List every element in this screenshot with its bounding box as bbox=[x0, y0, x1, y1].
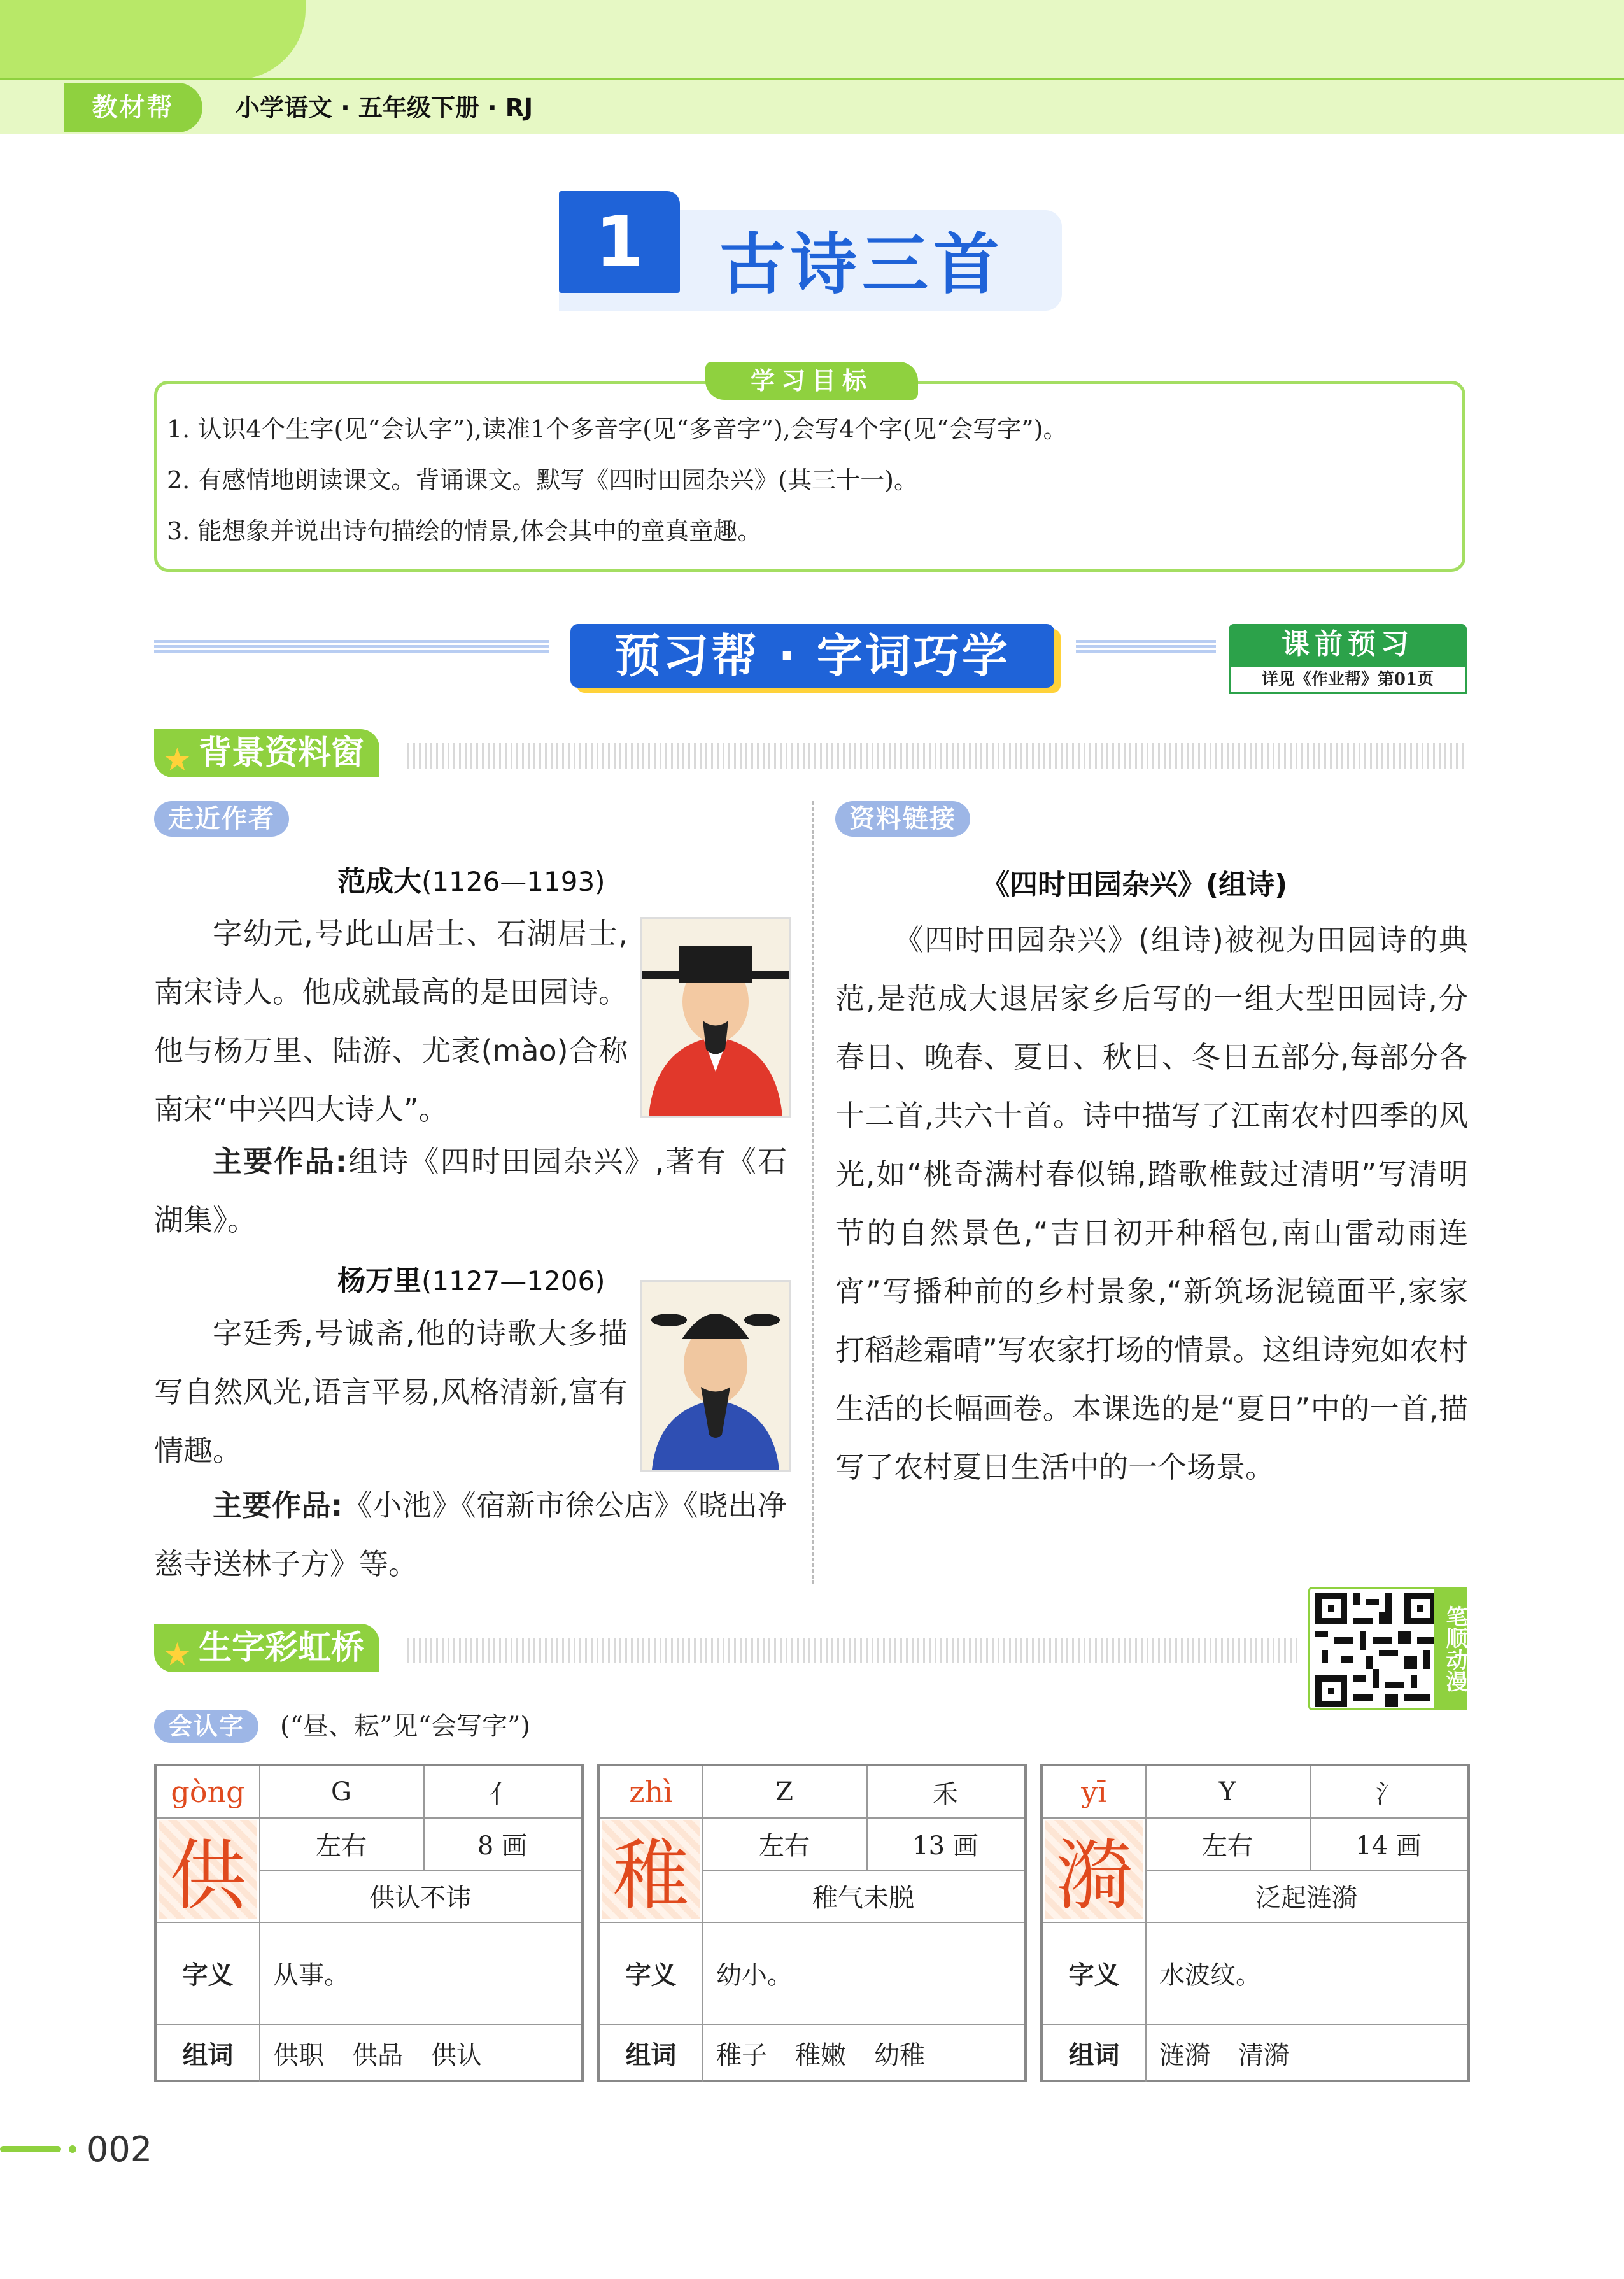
page-footer-dot bbox=[69, 2145, 76, 2153]
char-glyph: 供 bbox=[159, 1820, 257, 1919]
char-pinyin: yī bbox=[1081, 1775, 1107, 1809]
fan-chengda-portrait bbox=[640, 917, 791, 1118]
char-idiom: 泛起涟漪 bbox=[1255, 1883, 1357, 1913]
author-tag: 走近作者 bbox=[154, 801, 289, 837]
works-text: 《小池》《宿新市徐公店》《晓出净慈寺送林子方》等。 bbox=[154, 1488, 787, 1581]
page-footer-bar bbox=[0, 2146, 61, 2152]
words-label: 组词 bbox=[1068, 2040, 1120, 2070]
section-hatch-rule bbox=[407, 743, 1467, 769]
char-meaning: 幼小。 bbox=[716, 1960, 793, 1990]
char-structure: 左右 bbox=[759, 1831, 810, 1861]
char-strokes: 8 画 bbox=[477, 1831, 528, 1861]
author-name-line bbox=[337, 858, 605, 899]
background-section-tag bbox=[154, 729, 379, 777]
word: 幼稚 bbox=[874, 2040, 925, 2070]
char-strokes: 13 画 bbox=[912, 1831, 978, 1861]
word: 涟漪 bbox=[1159, 2040, 1210, 2070]
word: 供品 bbox=[352, 2040, 403, 2070]
link-title: 《四时田园杂兴》(组诗) bbox=[982, 869, 1288, 901]
lesson-number: 1 bbox=[559, 191, 680, 293]
header-tab-shape bbox=[0, 0, 306, 80]
yang-wanli-portrait bbox=[640, 1280, 791, 1472]
author-name: 范成大 bbox=[337, 865, 421, 898]
char-card bbox=[154, 1764, 584, 2082]
characters-section-tag bbox=[154, 1624, 379, 1672]
author-years: (1126—1193) bbox=[421, 866, 605, 897]
banner-stripes-right bbox=[1076, 640, 1216, 655]
works-label: 主要作品: bbox=[213, 1144, 348, 1179]
meaning-label: 字义 bbox=[182, 1959, 234, 1990]
char-structure: 左右 bbox=[316, 1831, 367, 1861]
char-glyph: 漪 bbox=[1045, 1820, 1143, 1919]
link-text: 《四时田园杂兴》(组诗)被视为田园诗的典范,是范成大退居家乡后写的一组大型田园诗,分春日、晚春、夏日、秋日、冬日五部分,每部分各十二首,共六十首。诗中描写了江南农村四季的风光,如“桃奇满村春似锦,踏歌椎鼓过清明”写清明节的自然景色,“吉日初开种稻包,南山雷动雨连宵”写播种前的乡村景象,“新筑场泥镜面平,家家打稻趁霜晴”写农家打场的情景。这组诗宛如农村生活的长幅画卷。本课选的是“夏日”中的一首,描写了农村夏日生活中的一个场景。 bbox=[835, 923, 1468, 1484]
char-radical: 氵 bbox=[1376, 1779, 1401, 1809]
brand-badge: 教材帮 bbox=[64, 83, 202, 132]
author-bio: 字廷秀,号诚斋,他的诗歌大多描写自然风光,语言平易,风格清新,富有情趣。 bbox=[154, 1316, 628, 1468]
qr-code-icon bbox=[1315, 1593, 1436, 1707]
char-pinyin: zhì bbox=[629, 1775, 673, 1809]
char-words bbox=[702, 2024, 1024, 2082]
author-name: 杨万里 bbox=[337, 1265, 421, 1297]
link-tag: 资料链接 bbox=[835, 801, 970, 837]
meaning-label: 字义 bbox=[1068, 1959, 1120, 1990]
preview-note: 详见《作业帮》第01页 bbox=[1229, 665, 1467, 694]
author-years: (1127—1206) bbox=[421, 1265, 605, 1296]
works-label: 主要作品: bbox=[213, 1488, 343, 1523]
preview-badge: 课前预习 bbox=[1229, 624, 1467, 665]
words-label: 组词 bbox=[182, 2040, 234, 2070]
column-divider bbox=[812, 801, 814, 1584]
char-pinyin: gòng bbox=[171, 1775, 245, 1809]
banner-stripes-left bbox=[154, 640, 549, 655]
char-card bbox=[1040, 1764, 1470, 2082]
char-initial: Y bbox=[1218, 1777, 1236, 1807]
char-words bbox=[1145, 2024, 1467, 2082]
word: 供认 bbox=[431, 2040, 482, 2070]
goal-item: 3. 能想象并说出诗句描绘的情景,体会其中的童真童趣。 bbox=[167, 517, 762, 545]
author-works bbox=[154, 1476, 787, 1593]
goal-item: 2. 有感情地朗读课文。背诵课文。默写《四时田园杂兴》(其三十一)。 bbox=[167, 466, 918, 494]
author-works bbox=[154, 1132, 787, 1249]
words-label: 组词 bbox=[625, 2040, 677, 2070]
char-idiom: 稚气未脱 bbox=[812, 1883, 914, 1913]
char-strokes: 14 画 bbox=[1355, 1831, 1422, 1861]
char-words bbox=[259, 2024, 581, 2082]
learning-goals-tag: 学习目标 bbox=[705, 362, 918, 400]
lesson-title: 古诗三首 bbox=[719, 225, 1005, 303]
char-meaning: 从事。 bbox=[273, 1960, 350, 1990]
char-glyph: 稚 bbox=[602, 1820, 700, 1919]
recognize-tag: 会认字 bbox=[154, 1710, 258, 1743]
star-icon: ★ bbox=[163, 741, 192, 778]
word: 供职 bbox=[273, 2040, 324, 2070]
word: 稚嫩 bbox=[795, 2040, 846, 2070]
char-initial: G bbox=[331, 1777, 351, 1807]
section-banner: 预习帮 · 字词巧学 bbox=[570, 624, 1054, 688]
section-hatch-rule bbox=[407, 1638, 1299, 1663]
char-structure: 左右 bbox=[1202, 1831, 1253, 1861]
header-divider bbox=[0, 78, 1624, 80]
characters-section-title: 生字彩虹桥 bbox=[199, 1629, 365, 1667]
page-number: 002 bbox=[87, 2129, 153, 2169]
star-icon: ★ bbox=[163, 1636, 192, 1673]
char-meaning: 水波纹。 bbox=[1159, 1960, 1261, 1990]
qr-label: 笔顺动漫 bbox=[1434, 1587, 1467, 1710]
char-initial: Z bbox=[775, 1777, 793, 1807]
author-bio: 字幼元,号此山居士、石湖居士,南宋诗人。他成就最高的是田园诗。他与杨万里、陆游、尤袤(mào)合称南宋“中兴四大诗人”。 bbox=[154, 916, 628, 1126]
recognize-note: (“昼、耘”见“会写字”) bbox=[280, 1712, 531, 1741]
word: 清漪 bbox=[1238, 2040, 1289, 2070]
char-idiom: 供认不讳 bbox=[369, 1883, 471, 1913]
works-text: 组诗《四时田园杂兴》,著有《石湖集》。 bbox=[154, 1144, 787, 1237]
author-name-line bbox=[337, 1258, 605, 1298]
char-radical: 亻 bbox=[490, 1779, 515, 1809]
word: 稚子 bbox=[716, 2040, 767, 2070]
meaning-label: 字义 bbox=[625, 1959, 677, 1990]
background-section-title: 背景资料窗 bbox=[199, 734, 365, 772]
char-card bbox=[597, 1764, 1027, 2082]
goal-item: 1. 认识4个生字(见“会认字”),读准1个多音字(见“多音字”),会写4个字(见“会写字”)。 bbox=[167, 415, 1068, 443]
char-radical: 禾 bbox=[933, 1779, 958, 1809]
book-subtitle: 小学语文 · 五年级下册 · RJ bbox=[236, 94, 533, 122]
